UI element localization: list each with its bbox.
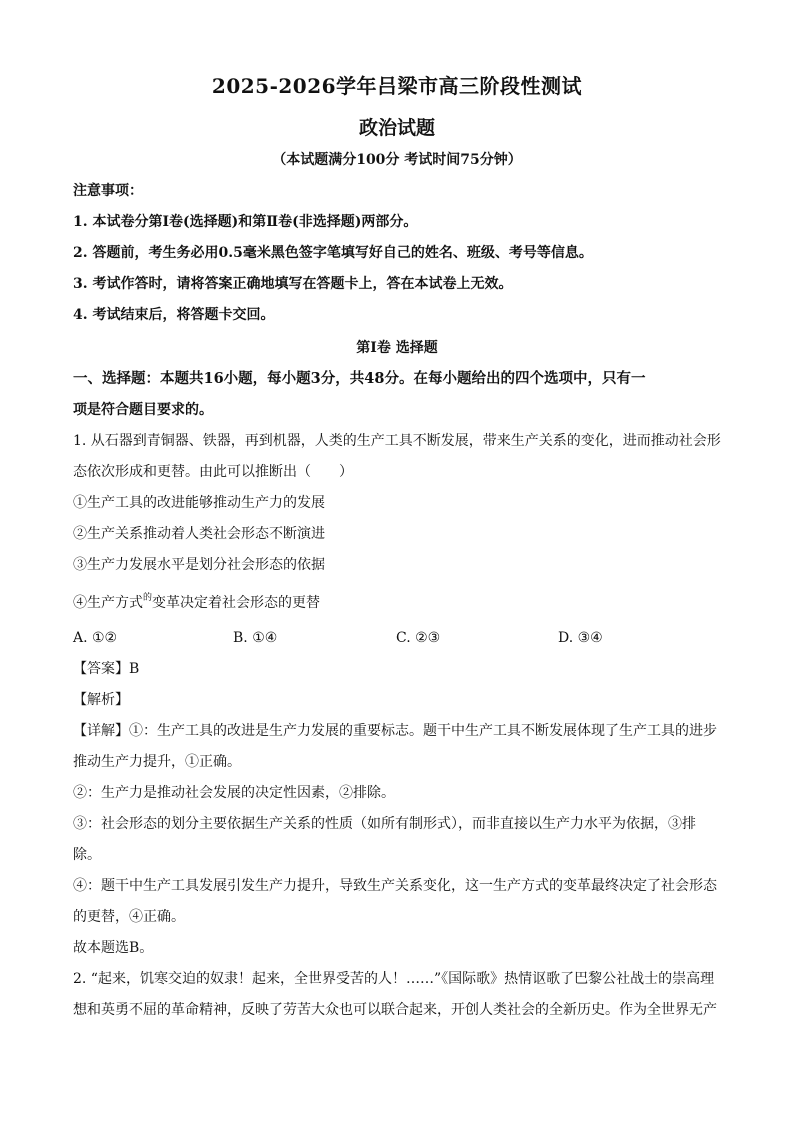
note-item: 1. 本试卷分第Ⅰ卷(选择题)和第Ⅱ卷(非选择题)两部分。 — [73, 214, 418, 230]
section-title: 第Ⅰ卷 选择题 — [356, 340, 438, 356]
answer-label: 【答案】B — [73, 661, 140, 677]
statement-4-part-b: 变革决定着社会形态的更替 — [152, 595, 321, 611]
detail-line: 推动生产力提升，①正确。 — [73, 754, 241, 770]
statement-2: ②生产关系推动着人类社会形态不断演进 — [73, 526, 325, 542]
statement-1: ①生产工具的改进能够推动生产力的发展 — [73, 495, 325, 511]
question-2-stem: 2. “起来，饥寒交迫的奴隶！起来，全世界受苦的人！……”《国际歌》热情讴歌了巴黎公社战士的崇高理 — [73, 971, 715, 987]
statement-3: ③生产力发展水平是划分社会形态的依据 — [73, 557, 325, 573]
detail-line: 故本题选B。 — [73, 940, 154, 956]
statement-4-superscript: 的 — [143, 593, 153, 603]
detail-line: 除。 — [73, 847, 101, 863]
detail-line: ④：题干中生产工具发展引发生产力提升，导致生产关系变化，这一生产方式的变革最终决定了社会形态 — [73, 878, 717, 894]
question-1-stem-cont: 态依次形成和更替。由此可以推断出（ ） — [73, 464, 353, 480]
exam-title: 2025-2026学年吕梁市高三阶段性测试 — [211, 74, 583, 98]
detail-line: ②：生产力是推动社会发展的决定性因素，②排除。 — [73, 785, 395, 801]
question-1-stem: 1. 从石器到青铜器、铁器，再到机器，人类的生产工具不断发展，带来生产关系的变化，进而推动社会形 — [73, 433, 721, 449]
note-item: 4. 考试结束后，将答题卡交回。 — [73, 307, 275, 323]
analysis-label: 【解析】 — [73, 692, 129, 708]
option-b: B. ①④ — [233, 630, 278, 646]
option-a: A. ①② — [73, 630, 118, 646]
note-item: 2. 答题前，考生务必用0.5毫米黑色签字笔填写好自己的姓名、班级、考号等信息。 — [73, 245, 593, 261]
subject-title: 政治试题 — [358, 117, 435, 139]
detail-line: 的更替，④正确。 — [73, 909, 185, 925]
question-2-stem-cont: 想和英勇不屈的革命精神，反映了劳苦大众也可以联合起来，开创人类社会的全新历史。作为全世界无产 — [73, 1002, 717, 1018]
detail-line: 【详解】①：生产工具的改进是生产力发展的重要标志。题干中生产工具不断发展体现了生产工具的进步 — [73, 723, 717, 739]
option-c: C. ②③ — [396, 630, 441, 646]
notes-heading: 注意事项： — [73, 183, 143, 199]
section-instructions-cont: 项是符合题目要求的。 — [73, 402, 213, 418]
statement-4 — [73, 594, 723, 614]
score-time-note: （本试题满分100分 考试时间75分钟） — [272, 152, 522, 168]
detail-line: ③：社会形态的划分主要依据生产关系的性质（如所有制形式），而非直接以生产力水平为依据，③排 — [73, 816, 696, 832]
statement-4-part-a: ④生产方式 — [73, 595, 143, 611]
note-item: 3. 考试作答时，请将答案正确地填写在答题卡上，答在本试卷上无效。 — [73, 276, 513, 292]
option-d: D. ③④ — [558, 630, 603, 646]
section-instructions: 一、选择题：本题共16小题，每小题3分，共48分。在每小题给出的四个选项中，只有一 — [73, 370, 646, 387]
